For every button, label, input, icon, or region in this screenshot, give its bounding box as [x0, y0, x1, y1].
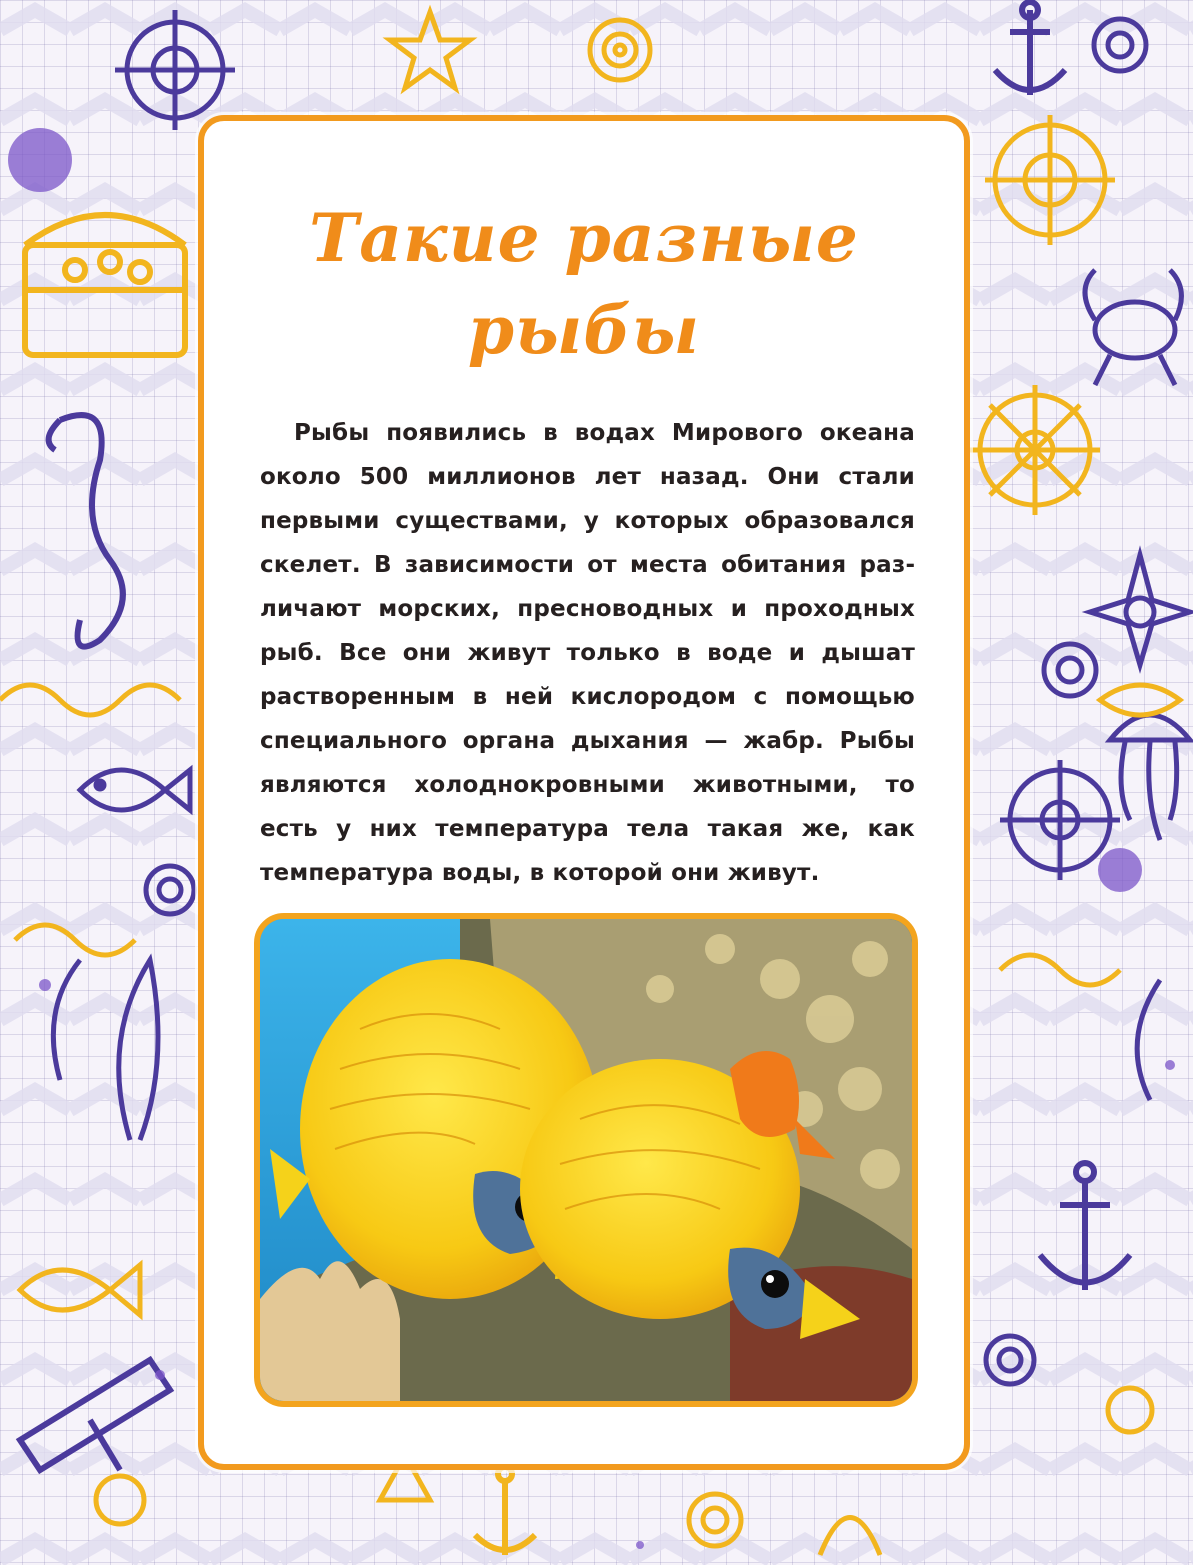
page-title-line2: рыбы	[467, 291, 701, 369]
body-paragraph: Рыбы появились в водах Мирового океана около 500 миллионов лет назад. Они стали первыми существами, у которых образовался скелет. В зависимости от места обитания различают морских, пресноводных и проходных рыб. Все они живут только в воде и дышат растворенным в ней кислородом с помощью специального органа дыхания — жабр. Рыбы являются холоднокровными животными, то есть у них температура тела такая же, как температура воды, в которой они живут.	[260, 420, 915, 886]
fish-photo	[254, 913, 918, 1407]
content-card	[198, 115, 970, 1470]
page-title-line1: Такие разные	[309, 199, 859, 277]
